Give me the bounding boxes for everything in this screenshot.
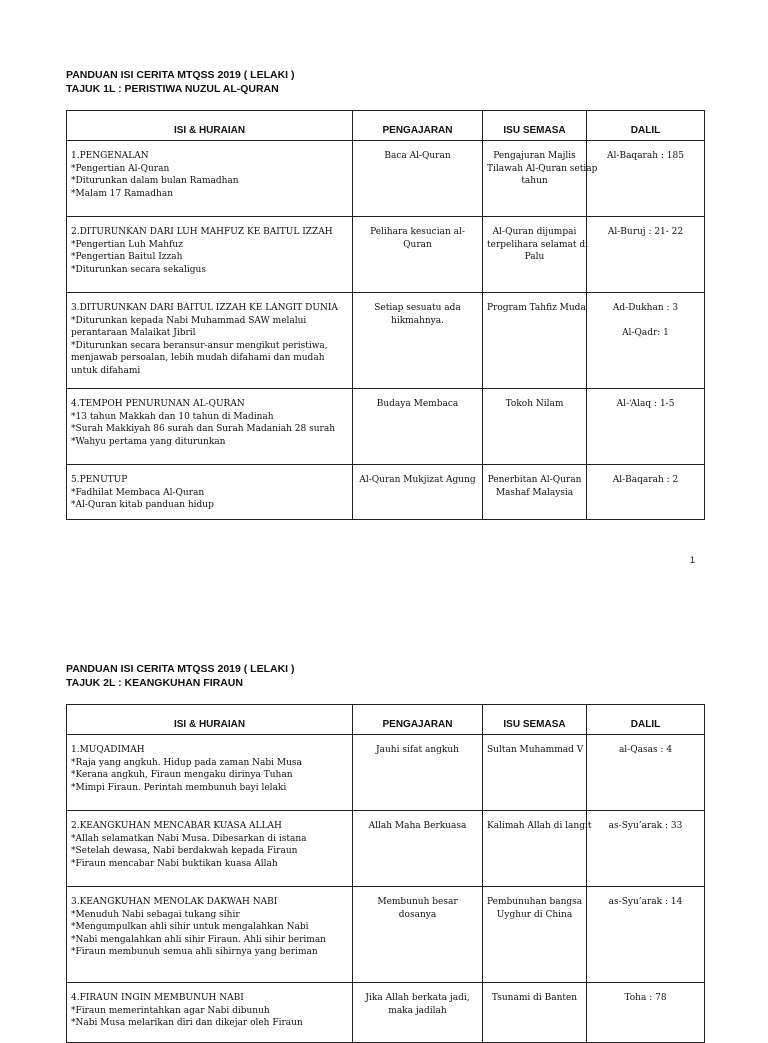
page-number: 1 (690, 555, 696, 565)
cell-line: Baca Al-Quran (384, 151, 451, 161)
table-row (67, 983, 705, 1043)
cell-line: Mashaf Malaysia (495, 487, 574, 498)
table-row (67, 887, 705, 983)
cell-line: Sultan Muhammad V (487, 745, 584, 755)
table-row (67, 811, 705, 887)
cell-line: Penerbitan Al-Quran (487, 475, 582, 485)
cell-line: 3.KEANGKUHAN MENOLAK DAKWAH NABI (71, 897, 278, 907)
cell-pengajaran (353, 465, 483, 520)
table-row (67, 735, 705, 811)
cell-line: Toha : 78 (624, 993, 667, 1003)
cell-isi-huraian (67, 293, 353, 389)
cell-line: Kalimah Allah di langit (487, 821, 592, 831)
cell-line: *Firaun memerintahkan agar Nabi dibunuh (71, 1005, 270, 1016)
cell-pengajaran (353, 887, 483, 983)
cell-line: *Al-Quran kitab panduan hidup (71, 500, 214, 510)
cell-dalil (587, 735, 705, 811)
cell-line: Tokoh Nilam (505, 399, 564, 409)
cell-line: Pembunuhan bangsa (487, 897, 583, 907)
cell-line: dosanya (398, 909, 437, 920)
cell-pengajaran (353, 811, 483, 887)
cell-isu-semasa (483, 735, 587, 811)
header-pengajaran: PENGAJARAN (353, 705, 483, 735)
cell-dalil (587, 141, 705, 217)
cell-isi-huraian (67, 887, 353, 983)
cell-pengajaran (353, 389, 483, 465)
cell-line: *Allah selamatkan Nabi Musa. Dibesarkan di istana (71, 833, 307, 844)
cell-line: al-Qasas : 4 (618, 745, 673, 755)
content-table (66, 704, 705, 1043)
cell-line: *Surah Makkiyah 86 surah dan Surah Madaniah 28 surah (71, 424, 335, 434)
cell-pengajaran (353, 217, 483, 293)
header-dalil: DALIL (587, 705, 705, 735)
table-row (67, 293, 705, 389)
cell-line: Jauhi sifat angkuh (376, 745, 459, 755)
cell-line: 1.MUQADIMAH (71, 745, 145, 755)
header-dalil: DALIL (587, 111, 705, 141)
cell-dalil (587, 389, 705, 465)
cell-line: Al-Buruj : 21- 22 (607, 227, 684, 237)
cell-isu-semasa (483, 983, 587, 1043)
cell-pengajaran (353, 735, 483, 811)
cell-line: 3.DITURUNKAN DARI BAITUL IZZAH KE LANGIT DUNIA (71, 303, 338, 313)
cell-isi-huraian (67, 217, 353, 293)
cell-line: *Menuduh Nabi sebagai tukang sihir (71, 909, 240, 920)
cell-line: Allah Maha Berkuasa (368, 821, 467, 831)
cell-line: 4.FIRAUN INGIN MEMBUNUH NABI (71, 993, 244, 1003)
cell-line: 2.KEANGKUHAN MENCABAR KUASA ALLAH (71, 821, 282, 831)
cell-line: Al-Quran Mukjizat Agung (359, 475, 476, 485)
cell-line: *Raja yang angkuh. Hidup pada zaman Nabi Musa (71, 757, 302, 768)
cell-dalil (587, 217, 705, 293)
header-isu: ISU SEMASA (483, 111, 587, 141)
header-isu: ISU SEMASA (483, 705, 587, 735)
cell-isi-huraian (67, 735, 353, 811)
doc-subtitle: TAJUK 1L : PERISTIWA NUZUL AL-QURAN (66, 83, 279, 95)
cell-dalil (587, 887, 705, 983)
cell-line: perantaraan Malaikat Jibril (71, 328, 196, 338)
cell-line: *13 tahun Makkah dan 10 tahun di Madinah (71, 411, 274, 422)
table-row (67, 389, 705, 465)
doc-title: PANDUAN ISI CERITA MTQSS 2019 ( LELAKI ) (66, 663, 295, 675)
table-row (67, 217, 705, 293)
cell-line: Membunuh besar (377, 897, 458, 907)
cell-line: *Nabi Musa melarikan diri dan dikejar oleh Firaun (71, 1018, 303, 1028)
doc-title: PANDUAN ISI CERITA MTQSS 2019 ( LELAKI ) (66, 69, 295, 81)
cell-pengajaran (353, 983, 483, 1043)
cell-line: 1.PENGENALAN (71, 151, 149, 161)
page-1 (66, 68, 704, 520)
cell-isi-huraian (67, 389, 353, 465)
cell-pengajaran (353, 293, 483, 389)
page-2 (66, 662, 704, 1043)
cell-line: as-Syu’arak : 14 (608, 897, 683, 907)
cell-isi-huraian (67, 811, 353, 887)
cell-dalil (587, 983, 705, 1043)
cell-line: *Setelah dewasa, Nabi berdakwah kepada Firaun (71, 846, 298, 856)
cell-line: *Kerana angkuh, Firaun mengaku dirinya Tuhan (71, 770, 293, 780)
cell-line: Pengajuran Majlis (493, 151, 576, 161)
cell-line: *Nabi mengalahkan ahli sihir Firaun. Ahli sihir beriman (71, 934, 326, 945)
cell-line: tahun (521, 176, 548, 186)
cell-line: menjawab persoalan, lebih mudah difahami dan mudah (71, 353, 325, 363)
cell-line: Jika Allah berkata jadi, (365, 993, 470, 1003)
cell-isu-semasa (483, 217, 587, 293)
cell-line: Uyghur di China (496, 909, 573, 920)
cell-isu-semasa (483, 293, 587, 389)
header-isi: ISI & HURAIAN (67, 705, 353, 735)
header-pengajaran: PENGAJARAN (353, 111, 483, 141)
cell-isi-huraian (67, 983, 353, 1043)
cell-line: Quran (403, 239, 432, 250)
cell-isu-semasa (483, 887, 587, 983)
cell-line: *Diturunkan kepada Nabi Muhammad SAW melalui (71, 315, 307, 326)
cell-dalil (587, 465, 705, 520)
cell-pengajaran (353, 141, 483, 217)
cell-line: Pelihara kesucian al- (370, 227, 465, 237)
cell-dalil (587, 293, 705, 389)
cell-isu-semasa (483, 465, 587, 520)
cell-line: 2.DITURUNKAN DARI LUH MAHFUZ KE BAITUL IZZAH (71, 227, 333, 237)
cell-line: Setiap sesuatu ada (374, 303, 461, 313)
cell-line: Tilawah Al-Quran setiap (487, 163, 598, 174)
cell-line: *Firaun mencabar Nabi buktikan kuasa Allah (71, 858, 278, 869)
cell-line: untuk difahami (71, 365, 141, 376)
table-header-row (67, 705, 705, 735)
cell-isu-semasa (483, 389, 587, 465)
cell-line: *Pengertian Luh Mahfuz (71, 239, 183, 250)
cell-line: Al-‘Alaq : 1-5 (616, 399, 675, 409)
cell-line: Program Tahfiz Muda (487, 303, 586, 313)
cell-line: *Diturunkan dalam bulan Ramadhan (71, 176, 239, 186)
cell-spacer (591, 315, 700, 327)
cell-line: Palu (524, 252, 545, 262)
cell-line: as-Syu’arak : 33 (608, 821, 683, 831)
cell-line: *Diturunkan secara beransur-ansur mengikut peristiwa, (71, 340, 328, 351)
header-isi: ISI & HURAIAN (67, 111, 353, 141)
cell-line: *Malam 17 Ramadhan (71, 188, 174, 199)
cell-line: 5.PENUTUP (71, 475, 128, 485)
cell-line: maka jadilah (388, 1005, 447, 1016)
cell-dalil (587, 811, 705, 887)
table-row (67, 141, 705, 217)
cell-line: *Wahyu pertama yang diturunkan (71, 436, 226, 447)
cell-line: *Pengertian Baitul Izzah (71, 252, 183, 262)
cell-line: Al-Quran dijumpai (492, 227, 577, 237)
cell-isi-huraian (67, 141, 353, 217)
cell-line: Al-Baqarah : 2 (612, 475, 679, 485)
cell-line: Tsunami di Banten (491, 993, 578, 1003)
cell-line: *Firaun membunuh semua ahli sihirnya yang beriman (71, 947, 318, 957)
cell-line: *Mimpi Firaun. Perintah membunuh bayi lelaki (71, 782, 287, 793)
cell-line: terpelihara selamat di (487, 239, 588, 250)
cell-line: Al-Qadr: 1 (622, 327, 669, 338)
cell-line: *Diturunkan secara sekaligus (71, 264, 206, 275)
doc-subtitle: TAJUK 2L : KEANGKUHAN FIRAUN (66, 677, 243, 689)
cell-line: 4.TEMPOH PENURUNAN AL-QURAN (71, 399, 245, 409)
cell-line: Ad-Dukhan : 3 (612, 303, 679, 313)
cell-isu-semasa (483, 141, 598, 217)
cell-line: Al-Baqarah : 185 (607, 151, 684, 161)
cell-line: *Fadhilat Membaca Al-Quran (71, 487, 205, 498)
cell-line: *Pengertian Al-Quran (71, 163, 170, 174)
table-row (67, 465, 705, 520)
cell-line: *Mengumpulkan ahli sihir untuk mengalahkan Nabi (71, 922, 309, 932)
cell-line: hikmahnya. (391, 315, 444, 326)
cell-isi-huraian (67, 465, 353, 520)
content-table (66, 110, 705, 520)
cell-line: Budaya Membaca (376, 399, 459, 409)
cell-isu-semasa (483, 811, 592, 887)
table-header-row (67, 111, 705, 141)
